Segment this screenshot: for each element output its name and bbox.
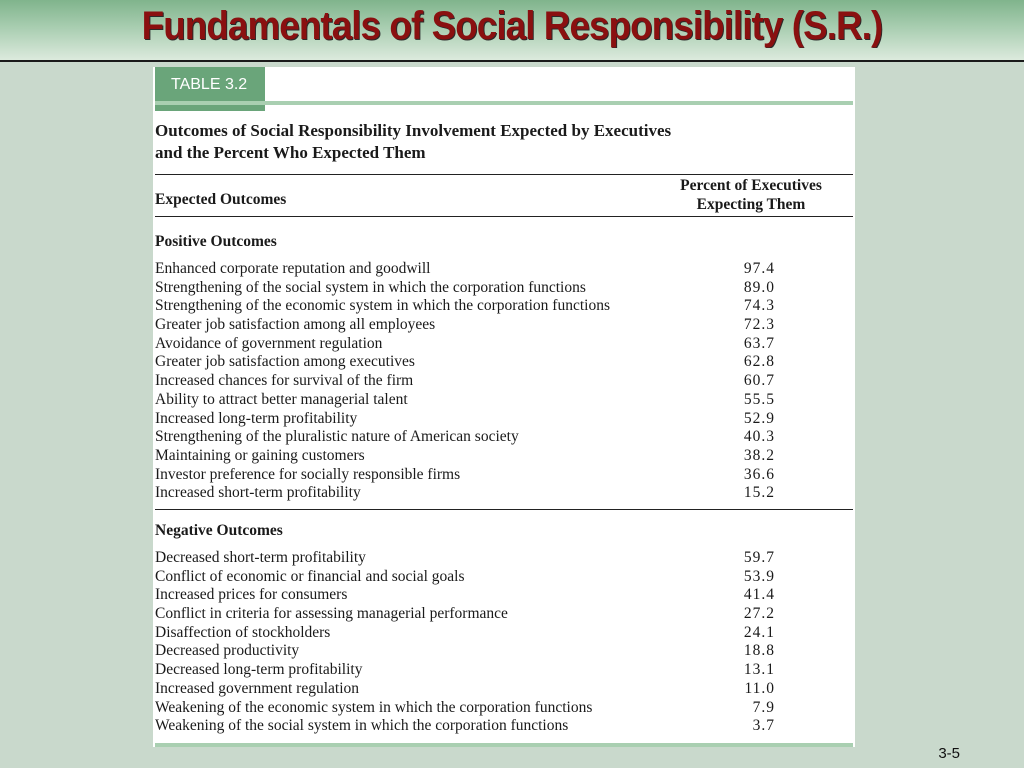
table-row [155, 428, 853, 447]
row-value: 72.3 [743, 316, 775, 334]
row-value: 3.7 [752, 717, 775, 735]
table-row [155, 642, 853, 661]
tag-rule [155, 101, 853, 105]
positive-outcomes-list [155, 260, 853, 503]
table-row [155, 568, 853, 587]
row-value: 53.9 [743, 567, 775, 585]
row-label: Decreased short-term profitability [155, 549, 366, 566]
positive-outcomes-heading: Positive Outcomes [155, 233, 277, 250]
table-row [155, 586, 853, 605]
table-row [155, 391, 853, 410]
row-value: 41.4 [743, 586, 775, 604]
table-tag: TABLE 3.2 [155, 67, 265, 111]
table-caption [155, 120, 845, 164]
row-label: Increased chances for survival of the firm [155, 372, 414, 390]
row-label: Conflict in criteria for assessing managerial performance [155, 605, 508, 623]
table-row [155, 717, 853, 736]
table-row [155, 484, 853, 503]
table-row [155, 549, 853, 568]
row-value: 18.8 [743, 642, 775, 660]
caption-line-2: and the Percent Who Expected Them [155, 143, 426, 162]
table-row [155, 680, 853, 699]
header-bottom-rule [155, 216, 853, 217]
row-value: 89.0 [743, 278, 775, 296]
row-value: 62.8 [743, 353, 775, 371]
section-divider-rule [155, 509, 853, 510]
title-divider [0, 60, 1024, 62]
caption-line-1: Outcomes of Social Responsibility Involvement Expected by Executives [155, 121, 672, 140]
row-label: Enhanced corporate reputation and goodwill [155, 260, 431, 277]
table-row [155, 316, 853, 335]
row-value: 55.5 [743, 390, 775, 408]
table-row [155, 353, 853, 372]
row-label: Greater job satisfaction among executives [155, 353, 415, 371]
row-label: Decreased long-term profitability [155, 661, 363, 679]
row-label: Increased short-term profitability [155, 484, 361, 502]
negative-outcomes-list [155, 549, 853, 736]
row-label: Weakening of the social system in which the corporation functions [155, 717, 569, 735]
header-top-rule [155, 174, 853, 175]
row-value: 63.7 [743, 334, 775, 352]
page-number: 3-5 [938, 745, 960, 762]
table-row [155, 335, 853, 354]
row-label: Maintaining or gaining customers [155, 446, 365, 464]
row-label: Disaffection of stockholders [155, 623, 331, 641]
table-row [155, 624, 853, 643]
column-header-percent [651, 176, 851, 214]
table-row [155, 297, 853, 316]
negative-outcomes-heading: Negative Outcomes [155, 522, 283, 539]
row-label: Weakening of the economic system in which the corporation functions [155, 698, 593, 716]
row-label: Increased long-term profitability [155, 409, 358, 427]
column-header-outcomes: Expected Outcomes [155, 191, 287, 208]
row-value: 38.2 [743, 446, 775, 464]
column-header-percent-line-1: Percent of Executives [680, 177, 822, 194]
row-value: 60.7 [743, 372, 775, 390]
row-value: 36.6 [743, 465, 775, 483]
row-value: 74.3 [743, 297, 775, 315]
row-value: 59.7 [743, 549, 775, 566]
table-row [155, 447, 853, 466]
table-bottom-rule [155, 743, 853, 747]
table-row [155, 279, 853, 298]
row-value: 24.1 [743, 623, 775, 641]
row-label: Strengthening of the social system in which the corporation functions [155, 278, 586, 296]
row-label: Investor preference for socially responsible firms [155, 465, 461, 483]
row-value: 52.9 [743, 409, 775, 427]
slide-title: Fundamentals of Social Responsibility (S.R.) [141, 4, 883, 48]
row-value: 40.3 [743, 428, 775, 446]
row-value: 27.2 [743, 605, 775, 623]
row-value: 7.9 [752, 698, 775, 716]
column-header-percent-line-2: Expecting Them [696, 196, 806, 213]
row-label: Strengthening of the pluralistic nature of American society [155, 428, 519, 446]
table-row [155, 372, 853, 391]
row-label: Increased prices for consumers [155, 586, 348, 604]
table-row [155, 260, 853, 279]
row-value: 13.1 [743, 661, 775, 679]
table-row [155, 699, 853, 718]
row-label: Strengthening of the economic system in which the corporation functions [155, 297, 610, 315]
row-label: Greater job satisfaction among all employees [155, 316, 436, 334]
table-row [155, 410, 853, 429]
row-label: Avoidance of government regulation [155, 334, 383, 352]
row-label: Ability to attract better managerial talent [155, 390, 408, 408]
table-row [155, 661, 853, 680]
row-value: 11.0 [744, 679, 775, 697]
row-label: Conflict of economic or financial and social goals [155, 567, 465, 585]
row-label: Increased government regulation [155, 679, 359, 697]
row-label: Decreased productivity [155, 642, 300, 660]
table-row [155, 466, 853, 485]
row-value: 97.4 [743, 260, 775, 277]
table-panel [153, 67, 855, 747]
table-row [155, 605, 853, 624]
row-value: 15.2 [743, 484, 775, 502]
